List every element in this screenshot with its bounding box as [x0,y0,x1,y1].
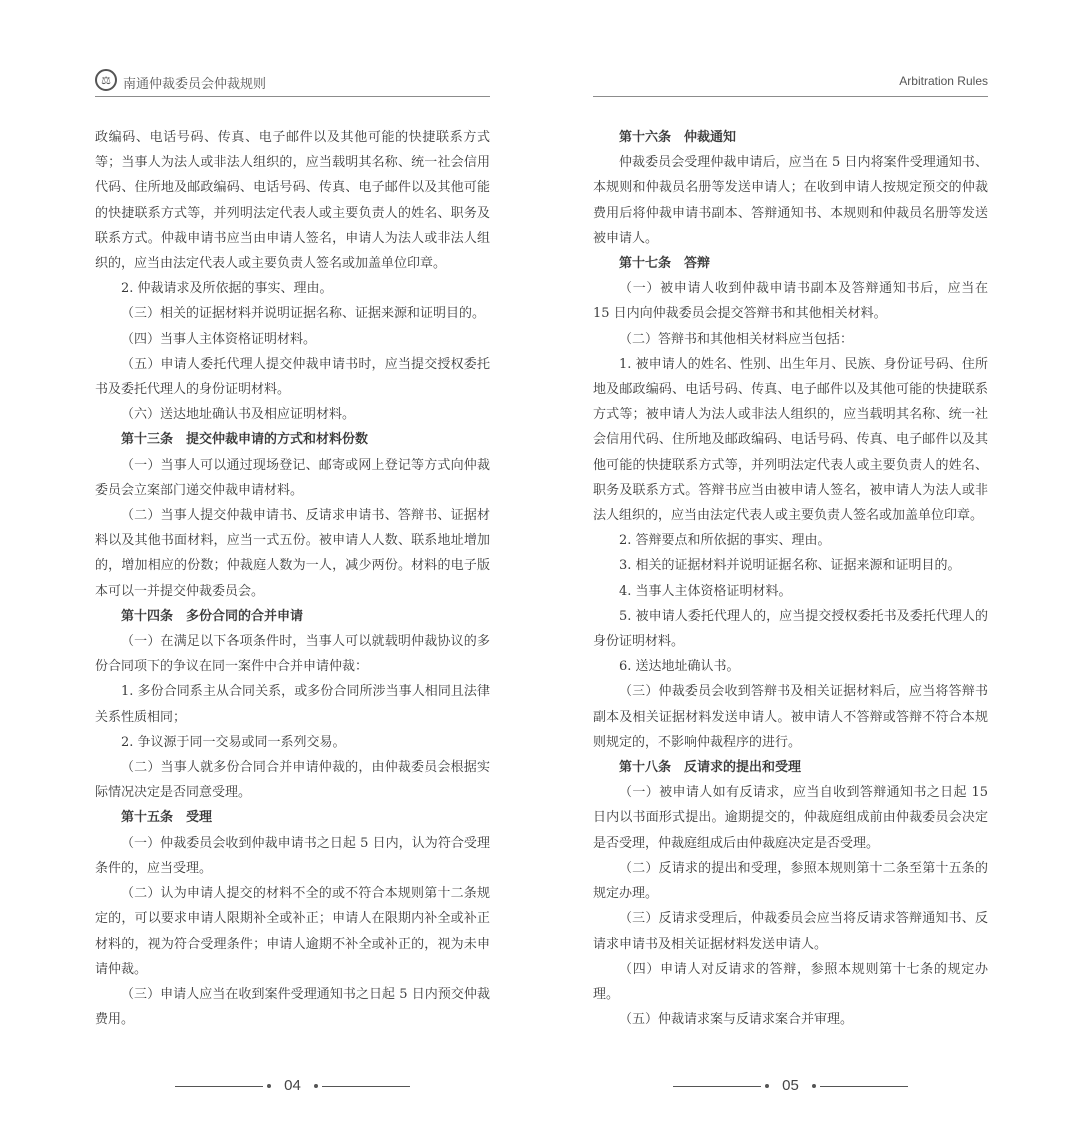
header-subtitle: Arbitration Rules [899,74,988,88]
paragraph: （三）相关的证据材料并说明证据名称、证据来源和证明目的。 [121,306,486,322]
paragraph: 仲裁委员会受理仲裁申请后，应当在 5 日内将案件受理通知书、本规则和仲裁员名册等发送申请人；在收到申请人按规定预交的仲裁费用后将仲裁申请书副本、答辩通知书、本规则和仲裁员名册等发送被申请人。 [593,155,988,246]
article-heading: 第十八条 反请求的提出和受理 [619,760,802,776]
paragraph: （一）在满足以下各项条件时，当事人可以就载明仲裁协议的多份合同项下的争议在同一案件中合并申请仲裁： [95,634,490,675]
paragraph: （一）被申请人如有反请求，应当自收到答辩通知书之日起 15 日内以书面形式提出。逾期提交的，仲裁庭组成前由仲裁委员会决定是否受理，仲裁庭组成后由仲裁庭决定是否受理。 [593,785,988,851]
page-header [95,68,490,97]
paragraph: 6. 送达地址确认书。 [619,659,740,675]
page-header [593,68,988,97]
article-heading: 第十五条 受理 [121,810,213,826]
paragraph: 1. 被申请人的姓名、性别、出生年月、民族、身份证号码、住所地及邮政编码、电话号码、传真、电子邮件以及其他可能的快捷联系方式等；被申请人为法人或非法人组织的，应当载明其名称、统一社会信用代码、住所地及邮政编码、电话号码、传真、电子邮件以及其他可能的快捷联系方式等，并列明法定代表人或主要负责人的姓名、职务及联系方式。答辩书应当由被申请人签名，被申请人为法人或非法人组织的，应当由法定代表人或主要负责人签名或加盖单位印章。 [593,356,988,524]
article-heading: 第十六条 仲裁通知 [619,130,737,145]
paragraph: （二）当事人就多份合同合并申请仲裁的，由仲裁委员会根据实际情况决定是否同意受理。 [95,760,490,801]
page-footer [175,1077,410,1097]
paragraph: 2. 争议源于同一交易或同一系列交易。 [121,734,346,750]
paragraph: （三）反请求受理后，仲裁委员会应当将反请求答辩通知书、反请求申请书及相关证据材料发送申请人。 [593,911,988,952]
article-heading: 第十三条 提交仲裁申请的方式和材料份数 [121,432,369,448]
paragraph: （一）被申请人收到仲裁申请书副本及答辩通知书后，应当在 15 日内向仲裁委员会提交答辩书和其他相关材料。 [593,281,988,322]
paragraph: （一）当事人可以通过现场登记、邮寄或网上登记等方式向仲裁委员会立案部门递交仲裁申请材料。 [95,457,490,498]
paragraph: 3. 相关的证据材料并说明证据名称、证据来源和证明目的。 [619,558,961,574]
paragraph: （六）送达地址确认书及相应证明材料。 [121,407,356,423]
left-page-body [95,125,490,1032]
paragraph: （四）当事人主体资格证明材料。 [121,331,317,347]
page-number: 04 [284,1077,301,1094]
paragraph: （二）认为申请人提交的材料不全的或不符合本规则第十二条规定的，可以要求申请人限期补全或补正；申请人在限期内补全或补正材料的，视为符合受理条件；申请人逾期不补全或补正的，视为未申请仲裁。 [95,886,490,977]
paragraph: 2. 仲裁请求及所依据的事实、理由。 [121,281,333,297]
paragraph: 1. 多份合同系主从合同关系，或多份合同所涉当事人相同且法律关系性质相同； [95,684,490,725]
footer-dot [812,1084,816,1088]
article-heading: 第十四条 多份合同的合并申请 [121,608,304,624]
paragraph: （二）反请求的提出和受理，参照本规则第十二条至第十五条的规定办理。 [593,860,988,902]
article-heading: 第十七条 答辩 [619,256,711,272]
paragraph: 政编码、电话号码、传真、电子邮件以及其他可能的快捷联系方式等；当事人为法人或非法人组织的，应当载明其名称、统一社会信用代码、住所地及邮政编码、电话号码、传真、电子邮件以及其他可能的快捷联系方式等，并列明法定代表人或主要负责人的姓名、职务及联系方式。仲裁申请书应当由申请人签名，申请人为法人或非法人组织的，应当由法定代表人或主要负责人签名或加盖单位印章。 [95,130,490,272]
paragraph: 2. 答辩要点和所依据的事实、理由。 [619,533,831,549]
paragraph: （二）答辩书和其他相关材料应当包括： [619,331,854,347]
paragraph: （二）当事人提交仲裁申请书、反请求申请书、答辩书、证据材料以及其他书面材料，应当一式五份。被申请人人数、联系地址增加的，增加相应的份数；仲裁庭人数为一人，减少两份。材料的电子版本可以一并提交仲裁委员会。 [95,508,490,599]
paragraph: （三）仲裁委员会收到答辩书及相关证据材料后，应当将答辩书副本及相关证据材料发送申请人。被申请人不答辩或答辩不符合本规则规定的，不影响仲裁程序的进行。 [593,684,988,750]
footer-rule [820,1086,908,1087]
paragraph: 4. 当事人主体资格证明材料。 [619,583,792,599]
paragraph: （四）申请人对反请求的答辩，参照本规则第十七条的规定办理。 [593,961,988,1002]
page-footer [673,1077,908,1097]
header-title: 南通仲裁委员会仲裁规则 [123,76,267,91]
paragraph: （五）仲裁请求案与反请求案合并审理。 [619,1012,854,1028]
page-number: 05 [782,1077,799,1094]
footer-rule [322,1086,410,1087]
paragraph: （一）仲裁委员会收到仲裁申请书之日起 5 日内，认为符合受理条件的，应当受理。 [95,835,490,876]
footer-dot [314,1084,318,1088]
right-page-body [593,125,988,1032]
paragraph: （三）申请人应当在收到案件受理通知书之日起 5 日内预交仲裁费用。 [95,986,490,1028]
paragraph: （五）申请人委托代理人提交仲裁申请书时，应当提交授权委托书及委托代理人的身份证明材料。 [95,356,490,398]
emblem-icon: ⚖ [95,69,117,91]
paragraph: 5. 被申请人委托代理人的，应当提交授权委托书及委托代理人的身份证明材料。 [593,608,988,650]
